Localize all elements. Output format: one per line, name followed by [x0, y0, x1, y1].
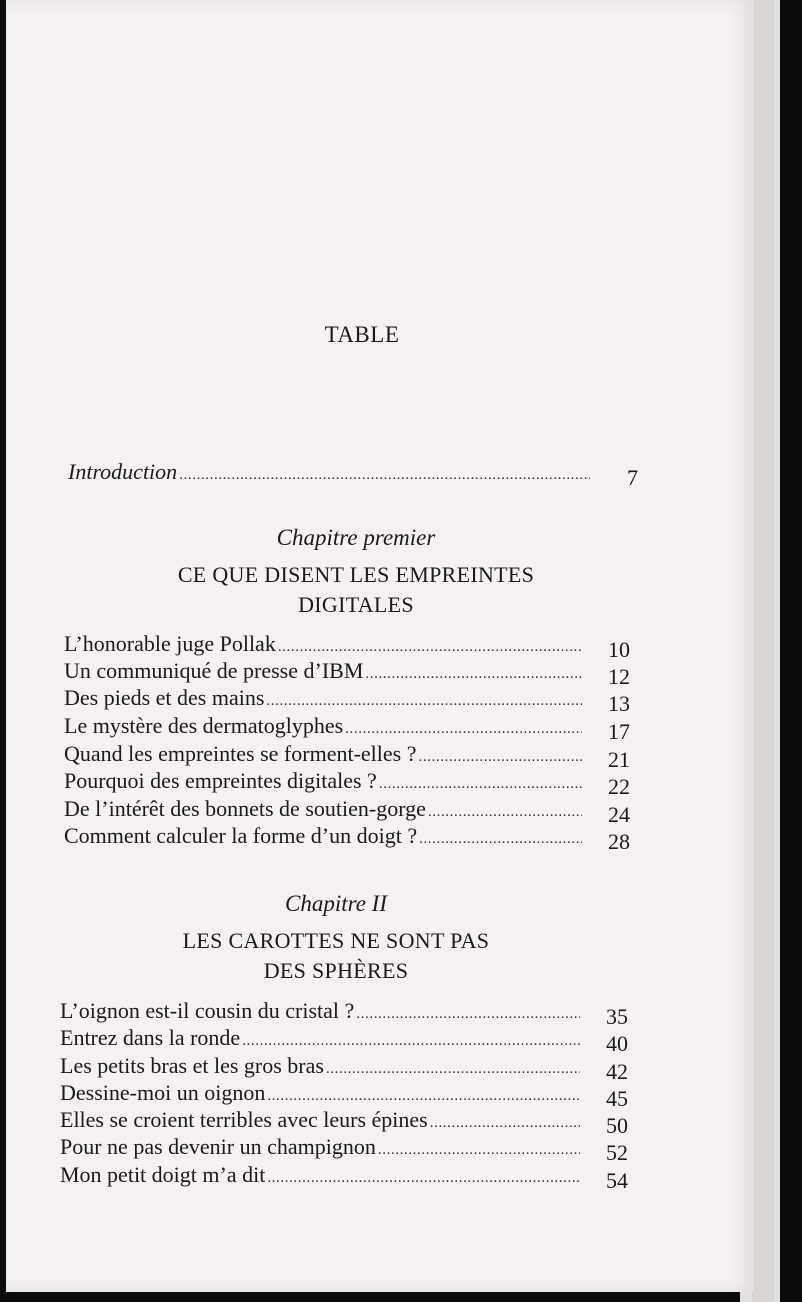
toc-entry-page: 7	[627, 465, 638, 490]
toc-entry	[64, 795, 630, 827]
toc-entry	[64, 684, 630, 716]
toc-entry	[60, 1106, 628, 1138]
toc-entry-label: De l’intérêt des bonnets de soutien-gorge	[64, 796, 426, 821]
toc-entry-page: 22	[608, 774, 630, 799]
toc-entry-page: 35	[606, 1004, 628, 1029]
dot-leader	[419, 825, 582, 853]
toc-entry	[60, 1133, 628, 1165]
chapter-title-line: DIGITALES	[298, 592, 414, 617]
toc-entry	[64, 822, 630, 854]
dot-leader	[242, 1027, 580, 1055]
toc-entry-label: Dessine-moi un oignon	[60, 1080, 266, 1105]
page-stack-edge-inner	[752, 0, 774, 1302]
page-title: TABLE	[324, 322, 400, 347]
toc-entry-introduction	[68, 458, 638, 490]
toc-entry	[60, 1161, 628, 1193]
dot-leader	[179, 461, 590, 489]
toc-entry-page: 28	[608, 829, 630, 854]
book-page	[6, 0, 754, 1292]
toc-entry-page: 40	[606, 1031, 628, 1056]
toc-entry-label: Mon petit doigt m’a dit	[60, 1162, 266, 1187]
toc-entry-page: 21	[608, 747, 630, 772]
toc-entry	[60, 1024, 628, 1056]
toc-entry-page: 13	[608, 691, 630, 716]
toc-entry-label: Pourquoi des empreintes digitales ?	[64, 768, 377, 793]
toc-entry	[60, 1052, 628, 1084]
toc-entry	[64, 657, 630, 689]
toc-entry-label: Elles se croient terribles avec leurs épines	[60, 1107, 428, 1132]
toc-entry-page: 12	[608, 664, 630, 689]
chapter-title	[106, 560, 606, 620]
toc-entry-page: 42	[606, 1059, 628, 1084]
toc-entry-label: Des pieds et des mains	[64, 685, 265, 710]
toc-entry-label: Les petits bras et les gros bras	[60, 1053, 324, 1078]
toc-entry-label: L’honorable juge Pollak	[64, 631, 276, 656]
toc-entry-page: 50	[606, 1113, 628, 1138]
dot-leader	[345, 715, 582, 743]
toc-entry	[60, 1079, 628, 1111]
toc-entry	[60, 997, 628, 1029]
toc-entry	[64, 630, 630, 662]
toc-entry-label: Comment calculer la forme d’un doigt ?	[64, 823, 418, 848]
chapter-label: Chapitre II	[285, 891, 387, 916]
toc-entry-label: Le mystère des dermatoglyphes	[64, 713, 344, 738]
toc-entry-page: 54	[606, 1168, 628, 1193]
toc-entry	[64, 740, 630, 772]
toc-entry-page: 17	[608, 719, 630, 744]
chapter-label: Chapitre premier	[276, 525, 436, 550]
chapter-title-line: LES CAROTTES NE SONT PAS	[182, 928, 490, 953]
dot-leader	[267, 1164, 580, 1192]
toc-entry-page: 52	[606, 1140, 628, 1165]
toc-entry	[64, 712, 630, 744]
chapter-title-line: CE QUE DISENT LES EMPREINTES	[177, 562, 535, 587]
toc-entry-page: 10	[608, 637, 630, 662]
dot-leader	[379, 770, 582, 798]
toc-entry-page: 45	[606, 1086, 628, 1111]
toc-entry-label: Quand les empreintes se forment-elles ?	[64, 741, 417, 766]
toc-entry-page: 24	[608, 802, 630, 827]
chapter-title	[86, 926, 586, 986]
toc-entry-label: Entrez dans la ronde	[60, 1025, 241, 1050]
toc-entry-label: Introduction	[68, 459, 178, 484]
toc-entry	[64, 767, 630, 799]
toc-entry-label: L’oignon est-il cousin du cristal ?	[60, 998, 355, 1023]
dot-leader	[266, 687, 582, 715]
chapter-title-line: DES SPHÈRES	[263, 958, 409, 983]
toc-entry-label: Un communiqué de presse d’IBM	[64, 658, 364, 683]
toc-entry-label: Pour ne pas devenir un champignon	[60, 1134, 376, 1159]
dot-leader	[378, 1136, 580, 1164]
